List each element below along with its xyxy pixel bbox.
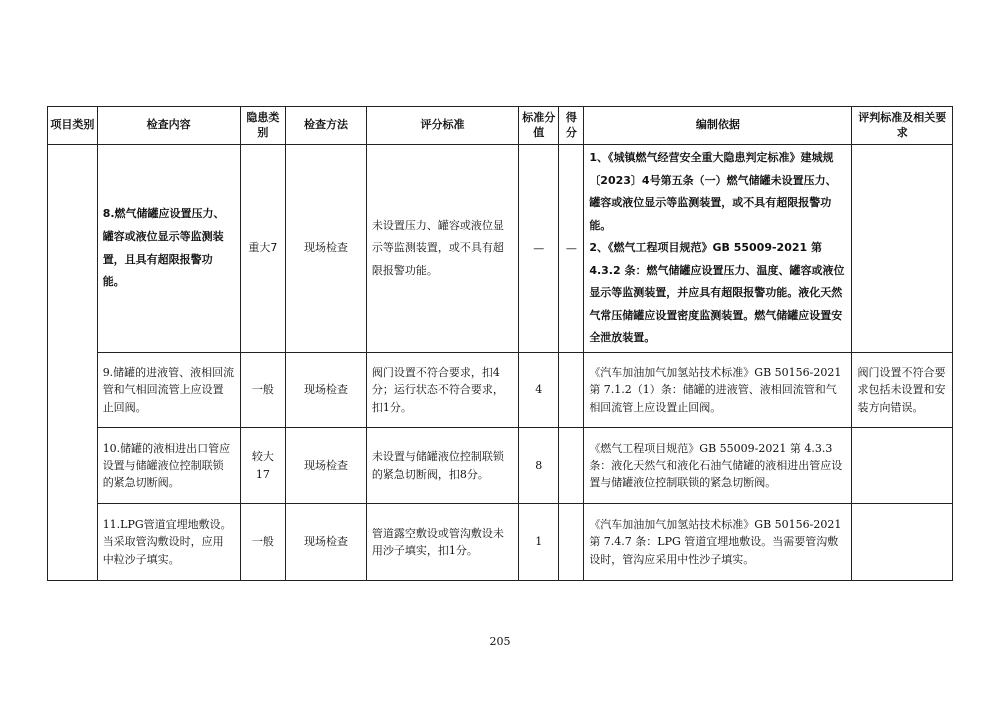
header-content: 检查内容 [97, 107, 240, 145]
row-basis: 《汽车加油加气加氢站技术标准》GB 50156-2021 第 7.1.2（1）条：储罐的进液管、液相回流管和气相回流管上应设置止回阀。 [584, 353, 852, 428]
row-content: 10.储罐的液相进出口管应设置与储罐液位控制联锁的紧急切断阀。 [97, 428, 240, 504]
row-score-std: — [519, 145, 559, 353]
row-criteria: 管道露空敷设或管沟敷设未用沙子填实，扣1分。 [366, 504, 518, 581]
row-score-std: 1 [519, 504, 559, 581]
header-basis: 编制依据 [584, 107, 852, 145]
row-basis [584, 145, 852, 353]
row-score: — [559, 145, 584, 353]
row-requirements [852, 504, 953, 581]
row-score-std: 4 [519, 353, 559, 428]
row-basis: 《燃气工程项目规范》GB 55009-2021 第 4.3.3 条：液化天然气和液化石油气储罐的液相进出管应设置与储罐液位控制联锁的紧急切断阀。 [584, 428, 852, 504]
row-method: 现场检查 [286, 145, 367, 353]
row-hazard: 一般 [240, 504, 286, 581]
row-criteria: 未设置压力、罐容或液位显示等监测装置，或不具有超限报警功能。 [366, 145, 518, 353]
row-basis: 《汽车加油加气加氢站技术标准》GB 50156-2021 第 7.4.7 条：LPG 管道宜埋地敷设。当需要管沟敷设时，管沟应采用中性沙子填实。 [584, 504, 852, 581]
row-content: 11.LPG管道宜埋地敷设。当采取管沟敷设时，应用中粒沙子填实。 [97, 504, 240, 581]
header-criteria: 评分标准 [366, 107, 518, 145]
table-row [48, 504, 953, 581]
row-method: 现场检查 [286, 428, 367, 504]
row-method: 现场检查 [286, 504, 367, 581]
row-score-std: 8 [519, 428, 559, 504]
basis-item-1: 1、《城镇燃气经营安全重大隐患判定标准》建城规〔2023〕4号第五条（一）燃气储罐未设置压力、罐容或液位显示等监测装置，或不具有超限报警功能。 [589, 151, 837, 232]
row-content: 9.储罐的进液管、液相回流管和气相回流管上应设置止回阀。 [97, 353, 240, 428]
header-score: 得分 [559, 107, 584, 145]
basis-item-2: 2、《燃气工程项目规范》GB 55009-2021 第 4.3.2 条：燃气储罐应设置压力、温度、罐容或液位显示等监测装置，并应具有超限报警功能。液化天然气常压储罐应设置密度监测装置。燃气储罐应设置安全泄放装置。 [589, 241, 845, 345]
row-score [559, 428, 584, 504]
row-score [559, 353, 584, 428]
row-criteria: 未设置与储罐液位控制联锁的紧急切断阀，扣8分。 [366, 428, 518, 504]
header-hazard: 隐患类别 [240, 107, 286, 145]
category-cell [48, 145, 98, 581]
row-score [559, 504, 584, 581]
page-number: 205 [489, 635, 511, 648]
inspection-table [47, 106, 953, 581]
row-requirements [852, 428, 953, 504]
header-category: 项目类别 [48, 107, 98, 145]
row-content: 8.燃气储罐应设置压力、罐容或液位显示等监测装置，且具有超限报警功能。 [97, 145, 240, 353]
table-row [48, 145, 953, 353]
table-row [48, 428, 953, 504]
row-criteria: 阀门设置不符合要求，扣4分；运行状态不符合要求，扣1分。 [366, 353, 518, 428]
header-score-std: 标准分值 [519, 107, 559, 145]
row-hazard: 较大17 [240, 428, 286, 504]
row-requirements [852, 145, 953, 353]
row-hazard: 一般 [240, 353, 286, 428]
header-method: 检查方法 [286, 107, 367, 145]
header-row [48, 107, 953, 145]
table-row [48, 353, 953, 428]
header-requirements: 评判标准及相关要求 [852, 107, 953, 145]
row-method: 现场检查 [286, 353, 367, 428]
row-requirements: 阀门设置不符合要求包括未设置和安装方向错误。 [852, 353, 953, 428]
row-hazard: 重大7 [240, 145, 286, 353]
